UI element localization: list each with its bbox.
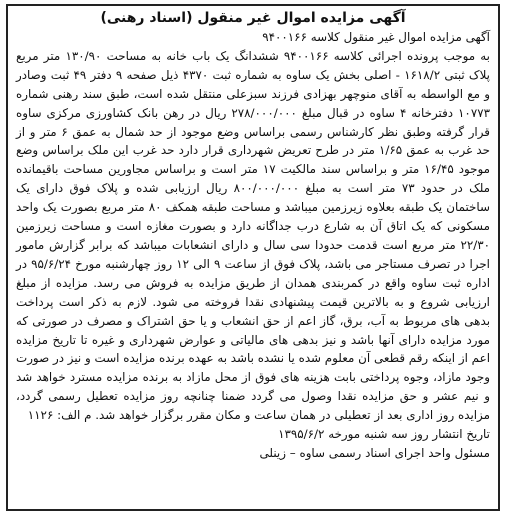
notice-publication-date: تاریخ انتشار روز سه شنبه مورخه ۱۳۹۵/۶/۲ <box>278 427 490 442</box>
notice-heading-line: آگهی مزایده اموال غیر منقول کلاسه ۹۴۰۰۱۶۶ <box>262 30 490 44</box>
notice-signature: مسئول واحد اجرای اسناد رسمی ساوه – زینلی <box>259 445 490 460</box>
auction-notice <box>6 4 500 511</box>
notice-main-paragraph: به موجب پرونده اجرائی کلاسه ۹۴۰۰۱۶۶ ششدانگ یک باب خانه به مساحت ۱۳۰/۹۰ متر مربع پلاک ثبتی ۱۶۱۸/۲ - اصلی بخش یک ساوه به شماره ثبت ۴۳۷۰ ذیل صفحه ۹ دفتر ۴۹ ثبت وصادر و مع الواسطه به آقای منوچهر بهزادی فرزند سبزعلی منتقل شده است، طبق سند رهنی شماره ۱۰۷۷۳ دفترخانه ۴ ساوه در قبال مبلغ ۲۷۸/۰۰۰/۰۰۰ ریال در رهن بانک کشاورزی مرکزی ساوه قرار گرفته وطبق نظر کارشناس رسمی براساس وضع موجود از حد شمال به عمق ۶ متر و از حد غرب به عمق ۱/۶۵ متر در طرح تعریض شهرداری قرار دارد حد غرب این ملک براساس وضع موجود ۱۶/۴۵ متر و براساس سند مالکیت ۱۷ متر است و براساس مجاورین مساحت باقیمانده ملک در حدود ۷۳ متر است به مبلغ ۸۰۰/۰۰۰/۰۰۰ ریال ارزیابی شده و پلاک فوق دارای یک ساختمان یک طبقه بعلاوه زیرزمین میباشد و مساحت طبقه همکف ۸۰ متر مربع بصورت یک واحد مسکونی که یک اتاق آن به شارع درب جداگانه دارد و بصورت مغازه است و مساحت زیرزمین ۲۲/۳۰ متر مربع است قدمت حدودا سی سال و دارای انشعابات میباشد که برابر گزارش مامور اجرا در تصرف مستاجر می باشد، پلاک فوق از ساعت ۹ الی ۱۲ روز چهارشنبه مورخ ۹۵/۶/۲۴ در اداره ثبت ساوه واقع در کمربندی همدان از طریق مزایده به فروش می رسد. مزایده از مبلغ ارزیابی شروع و به بالاترین قیمت پیشنهادی نقدا فروخته می شود. لازم به ذکر است پرداخت بدهی های مربوط به آب، برق، گاز اعم از حق انشعاب و یا حق اشتراک و مصرف در صورتی که مورد مزایده دارای آنها باشد و نیز بدهی های مالیاتی و عوارض شهرداری و غیره تا تاریخ مزایده اعم از اینکه رقم قطعی آن معلوم شده یا نشده باشد به عهده برنده مزایده است و نیز در صورت وجود مازاد، وجوه پرداختی بابت هزینه های فوق از محل مازاد به برنده مزایده مسترد خواهد شد و نیم عشر و حق مزایده نقدا وصول می گردد ضمنا چنانچه روز مزایده تعطیل رسمی گردد، مزایده روز اداری بعد از تعطیلی در همان ساعت و مکان مقرر برگزار خواهد شد. م الف: ۱۱۲۶ <box>16 48 491 423</box>
notice-body <box>8 28 498 463</box>
notice-title: آگهی مزایده اموال غیر منقول (اسناد رهنی) <box>100 10 406 26</box>
